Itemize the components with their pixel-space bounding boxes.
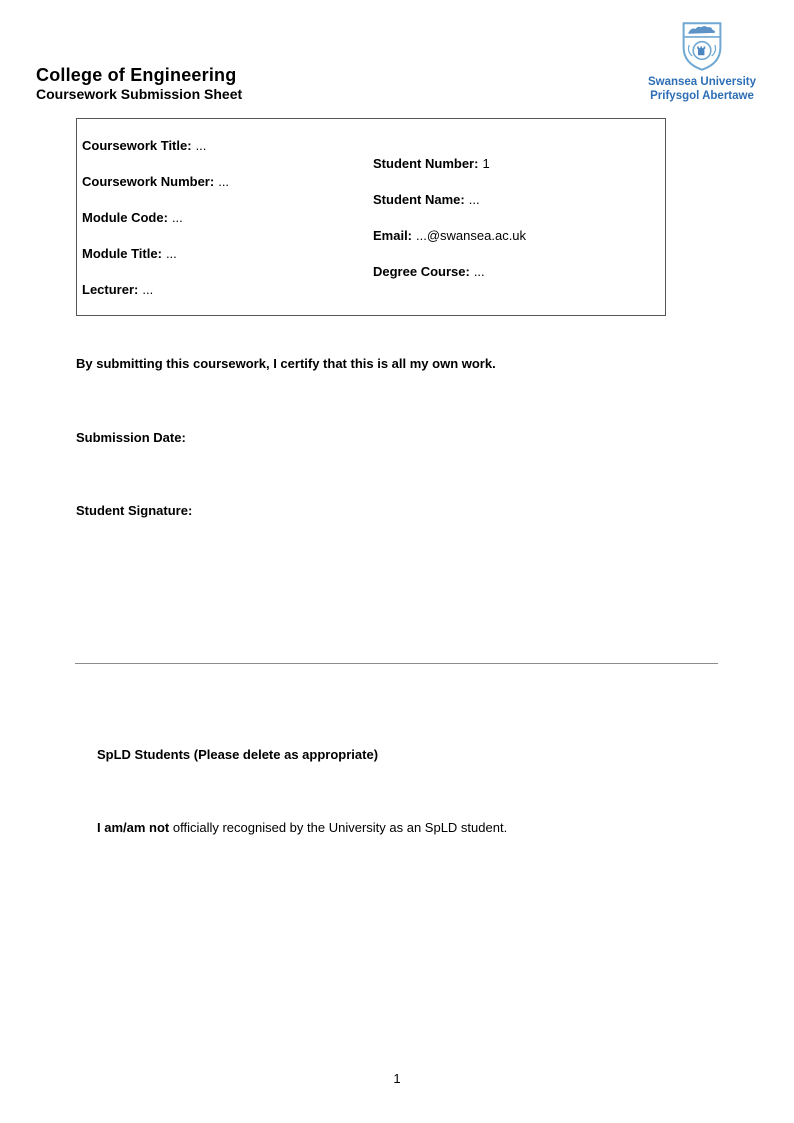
- field-label: Student Name:: [373, 192, 465, 207]
- field-label: Coursework Number:: [82, 174, 215, 189]
- field-coursework-title: [82, 138, 206, 153]
- field-label: Lecturer:: [82, 282, 139, 297]
- student-signature-label: Student Signature:: [76, 503, 193, 518]
- field-student-name: [373, 192, 480, 207]
- field-module-title: [82, 246, 177, 261]
- field-value: ...: [171, 210, 183, 225]
- field-value: ...: [165, 246, 177, 261]
- declaration-text: By submitting this coursework, I certify that this is all my own work.: [76, 356, 496, 371]
- field-label: Module Code:: [82, 210, 168, 225]
- coursework-fields-box: [76, 118, 666, 316]
- field-value: 1: [482, 156, 490, 171]
- field-label: Student Number:: [373, 156, 479, 171]
- field-value: ...: [468, 192, 480, 207]
- university-name: Swansea University: [647, 76, 757, 88]
- spld-statement: [97, 820, 507, 835]
- spld-heading: SpLD Students (Please delete as appropriate): [97, 747, 379, 762]
- university-crest-icon: [678, 20, 726, 73]
- field-value: ...: [218, 174, 230, 189]
- field-value: ...: [473, 264, 485, 279]
- spld-statement-rest: officially recognised by the University as an SpLD student.: [169, 820, 508, 835]
- section-divider: [75, 663, 718, 664]
- submission-date-label: Submission Date:: [76, 430, 186, 445]
- document-subtitle: Coursework Submission Sheet: [36, 86, 243, 102]
- field-email: [373, 228, 526, 243]
- field-student-number: [373, 156, 490, 171]
- field-value: ...: [195, 138, 207, 153]
- field-module-code: [82, 210, 183, 225]
- spld-statement-bold: I am/am not: [97, 820, 170, 835]
- field-lecturer: [82, 282, 153, 297]
- field-degree-course: [373, 264, 485, 279]
- university-name-welsh: Prifysgol Abertawe: [650, 90, 754, 102]
- field-label: Email:: [373, 228, 413, 243]
- university-logo: [644, 20, 760, 103]
- field-value: ...: [142, 282, 154, 297]
- page-number: 1: [393, 1071, 401, 1086]
- field-label: Coursework Title:: [82, 138, 192, 153]
- college-title: College of Engineering: [36, 65, 237, 85]
- field-label: Degree Course:: [373, 264, 470, 279]
- field-value: ...@swansea.ac.uk: [416, 228, 527, 243]
- field-coursework-number: [82, 174, 229, 189]
- header-title-block: [36, 64, 242, 102]
- field-label: Module Title:: [82, 246, 162, 261]
